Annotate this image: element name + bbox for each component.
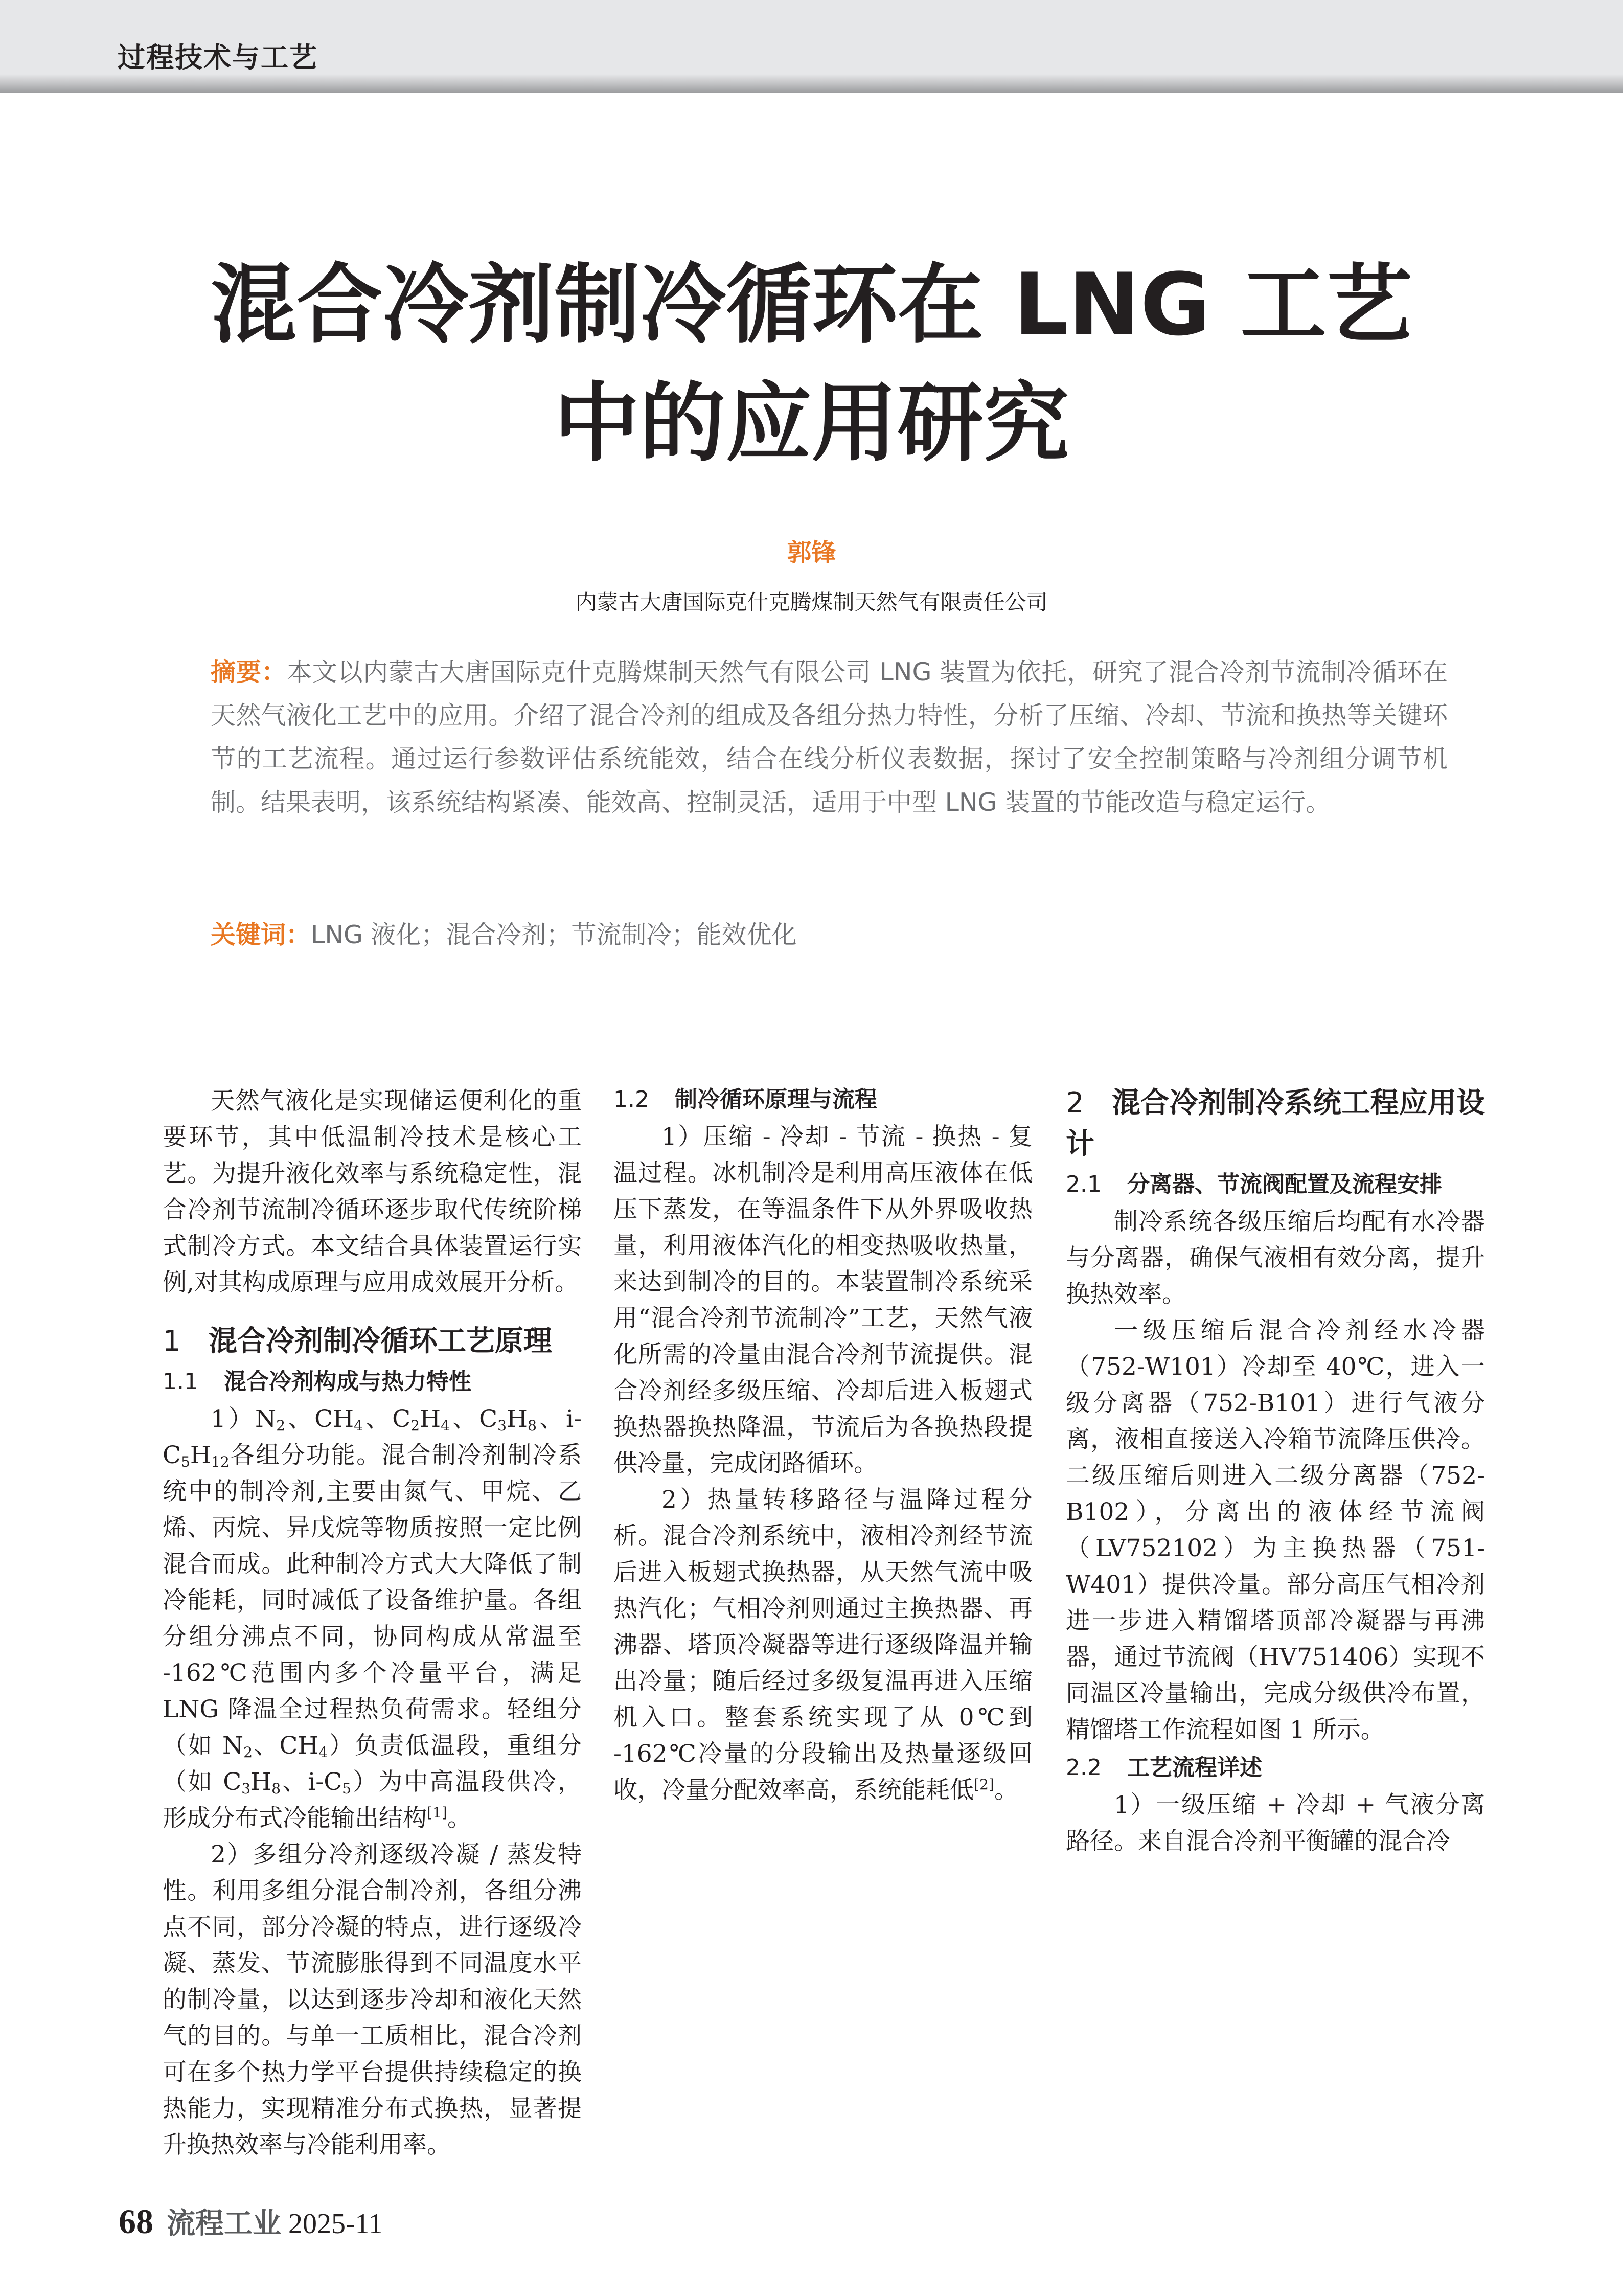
abstract-label: 摘要： xyxy=(211,657,287,687)
paragraph-2-1-2: 一级压缩后混合冷剂经水冷器（752-W101）冷却至 40℃，进入一级分离器（752-B101）进行气液分离，液相直接送入冷箱节流降压供冷。二级压缩后则进入二级分离器（752-B102），分离出的液体经节流阀（LV752102）为主换热器（751-W401）提供冷量。部分高压气相冷剂进一步进入精馏塔顶部冷凝器与再沸器，通过节流阀（HV751406）实现不同温区冷量输出，完成分级供冷布置，精馏塔工作流程如图 1 所示。 xyxy=(1066,1316,1485,1744)
subsection-title: 制冷循环原理与流程 xyxy=(675,1086,877,1112)
section-1-1-heading xyxy=(163,1365,582,1399)
body-column-2 xyxy=(613,1083,1033,1808)
section-2-1-heading xyxy=(1066,1168,1485,1201)
paragraph-2-1-1: 制冷系统各级压缩后均配有水冷器与分离器，确保气液相有效分离，提升换热效率。 xyxy=(1066,1208,1485,1308)
section-2-heading xyxy=(1066,1083,1485,1165)
title-line-1: 混合冷剂制冷循环在 LNG 工艺 xyxy=(211,255,1412,355)
body-column-3 xyxy=(1066,1083,1485,1859)
paragraph-1-2-1: 1）压缩 - 冷却 - 节流 - 换热 - 复温过程。冰机制冷是利用高压液体在低压下蒸发，在等温条件下从外界吸收热量，利用液体汽化的相变热吸收热量，来达到制冷的目的。本装置制冷系统采用“混合冷剂节流制冷”工艺，天然气液化所需的冷量由混合冷剂节流提供。混合冷剂经多级压缩、冷却后进入板翅式换热器换热降温，节流后为各换热段提供冷量，完成闭路循环。 xyxy=(613,1123,1033,1477)
abstract xyxy=(211,650,1448,824)
section-2-2-heading xyxy=(1066,1751,1485,1785)
section-1-heading xyxy=(163,1321,582,1362)
title-line-2: 中的应用研究 xyxy=(554,373,1069,473)
section-label: 过程技术与工艺 xyxy=(118,41,318,74)
page-footer xyxy=(119,2201,383,2242)
subsection-number: 2.2 xyxy=(1066,1755,1102,1781)
paragraph-1-1-1: $1)N_2$、$CH_4$、$C_2H_4$、$C_3H_8$、$i-C_5H_{12}$各组分功能。混合制冷剂制冷系统中的制冷剂,主要由氮气、甲烷、乙烯、丙烷、异戊烷等物质按照一定比例混合而成。此种制冷方式大大降低了制冷能耗，同时减低了设备维护量。各组分组分沸点不同，协同构成从常温至 -162℃范围内多个冷量平台，满足 LNG 降温全过程热负荷需求。轻组分（如 $N_2$、$CH_4$）负责低温段，重组分（如 $C_3H_8$、$i-C_5$）为中高温段供冷，形成分布式冷能输出结构[1]。 xyxy=(163,1405,582,1832)
page-number: 68 xyxy=(119,2202,153,2241)
citation-2[interactable]: [2] xyxy=(974,1776,994,1793)
section-title: 混合冷剂制冷循环工艺原理 xyxy=(209,1325,552,1358)
journal-name: 流程工业 xyxy=(167,2207,281,2240)
keywords xyxy=(211,915,1448,951)
paragraph-2-2-1: 1）一级压缩 + 冷却 + 气液分离路径。来自混合冷剂平衡罐的混合冷 xyxy=(1066,1791,1485,1855)
subsection-title: 工艺流程详述 xyxy=(1127,1755,1262,1781)
subsection-number: 1.1 xyxy=(163,1369,198,1395)
subsection-number: 2.1 xyxy=(1066,1171,1102,1197)
keywords-text: LNG 液化；混合冷剂；节流制冷；能效优化 xyxy=(311,920,797,949)
article-title xyxy=(0,245,1623,483)
body-column-1 xyxy=(163,1083,582,2163)
chemical-formula-list: $N_2$、$CH_4$、$C_2H_4$、$C_3H_8$、$i-C_5H_{12}$ xyxy=(163,1405,582,1471)
subsection-number: 1.2 xyxy=(613,1086,649,1112)
keywords-label: 关键词： xyxy=(211,920,311,949)
abstract-text: 本文以内蒙古大唐国际克什克腾煤制天然气有限公司 LNG 装置为依托，研究了混合冷剂节流制冷循环在天然气液化工艺中的应用。介绍了混合冷剂的组成及各组分热力特性，分析了压缩、冷却、节流和换热等关键环节的工艺流程。通过运行参数评估系统能效，结合在线分析仪表数据，探讨了安全控制策略与冷剂组分调节机制。结果表明，该系统结构紧凑、能效高、控制灵活，适用于中型 LNG 装置的节能改造与稳定运行。 xyxy=(211,657,1448,817)
section-number: 1 xyxy=(163,1325,181,1358)
section-number: 2 xyxy=(1066,1086,1084,1120)
intro-paragraph: 天然气液化是实现储运便利化的重要环节，其中低温制冷技术是核心工艺。为提升液化效率与系统稳定性，混合冷剂节流制冷循环逐步取代传统阶梯式制冷方式。本文结合具体装置运行实例,对其构成原理与应用成效展开分析。 xyxy=(163,1087,582,1297)
citation-1[interactable]: [1] xyxy=(427,1804,447,1822)
paragraph-1-2-2: 2）热量转移路径与温降过程分析。混合冷剂系统中，液相冷剂经节流后进入板翅式换热器，从天然气流中吸热汽化；气相冷剂则通过主换热器、再沸器、塔顶冷凝器等进行逐级降温并输出冷量；随后经过多级复温再进入压缩机入口。整套系统实现了从 0℃到 -162℃冷量的分段输出及热量逐级回收，冷量分配效率高，系统能耗低[2]。 xyxy=(613,1486,1033,1804)
section-1-2-heading xyxy=(613,1083,1033,1117)
subsection-title: 混合冷剂构成与热力特性 xyxy=(224,1369,471,1395)
issue-date: 2025-11 xyxy=(288,2208,383,2240)
paragraph-1-1-2: 2）多组分冷剂逐级冷凝 / 蒸发特性。利用多组分混合制冷剂，各组分沸点不同，部分冷凝的特点，进行逐级冷凝、蒸发、节流膨胀得到不同温度水平的制冷量，以达到逐步冷却和液化天然气的目的。与单一工质相比，混合冷剂可在多个热力学平台提供持续稳定的换热能力，实现精准分布式换热，显著提升换热效率与冷能利用率。 xyxy=(163,1840,582,2159)
author-name: 郭锋 xyxy=(787,538,836,567)
author-affiliation: 内蒙古大唐国际克什克腾煤制天然气有限责任公司 xyxy=(575,589,1048,615)
section-title: 混合冷剂制冷系统工程应用设计 xyxy=(1066,1086,1485,1161)
subsection-title: 分离器、节流阀配置及流程安排 xyxy=(1127,1171,1442,1197)
